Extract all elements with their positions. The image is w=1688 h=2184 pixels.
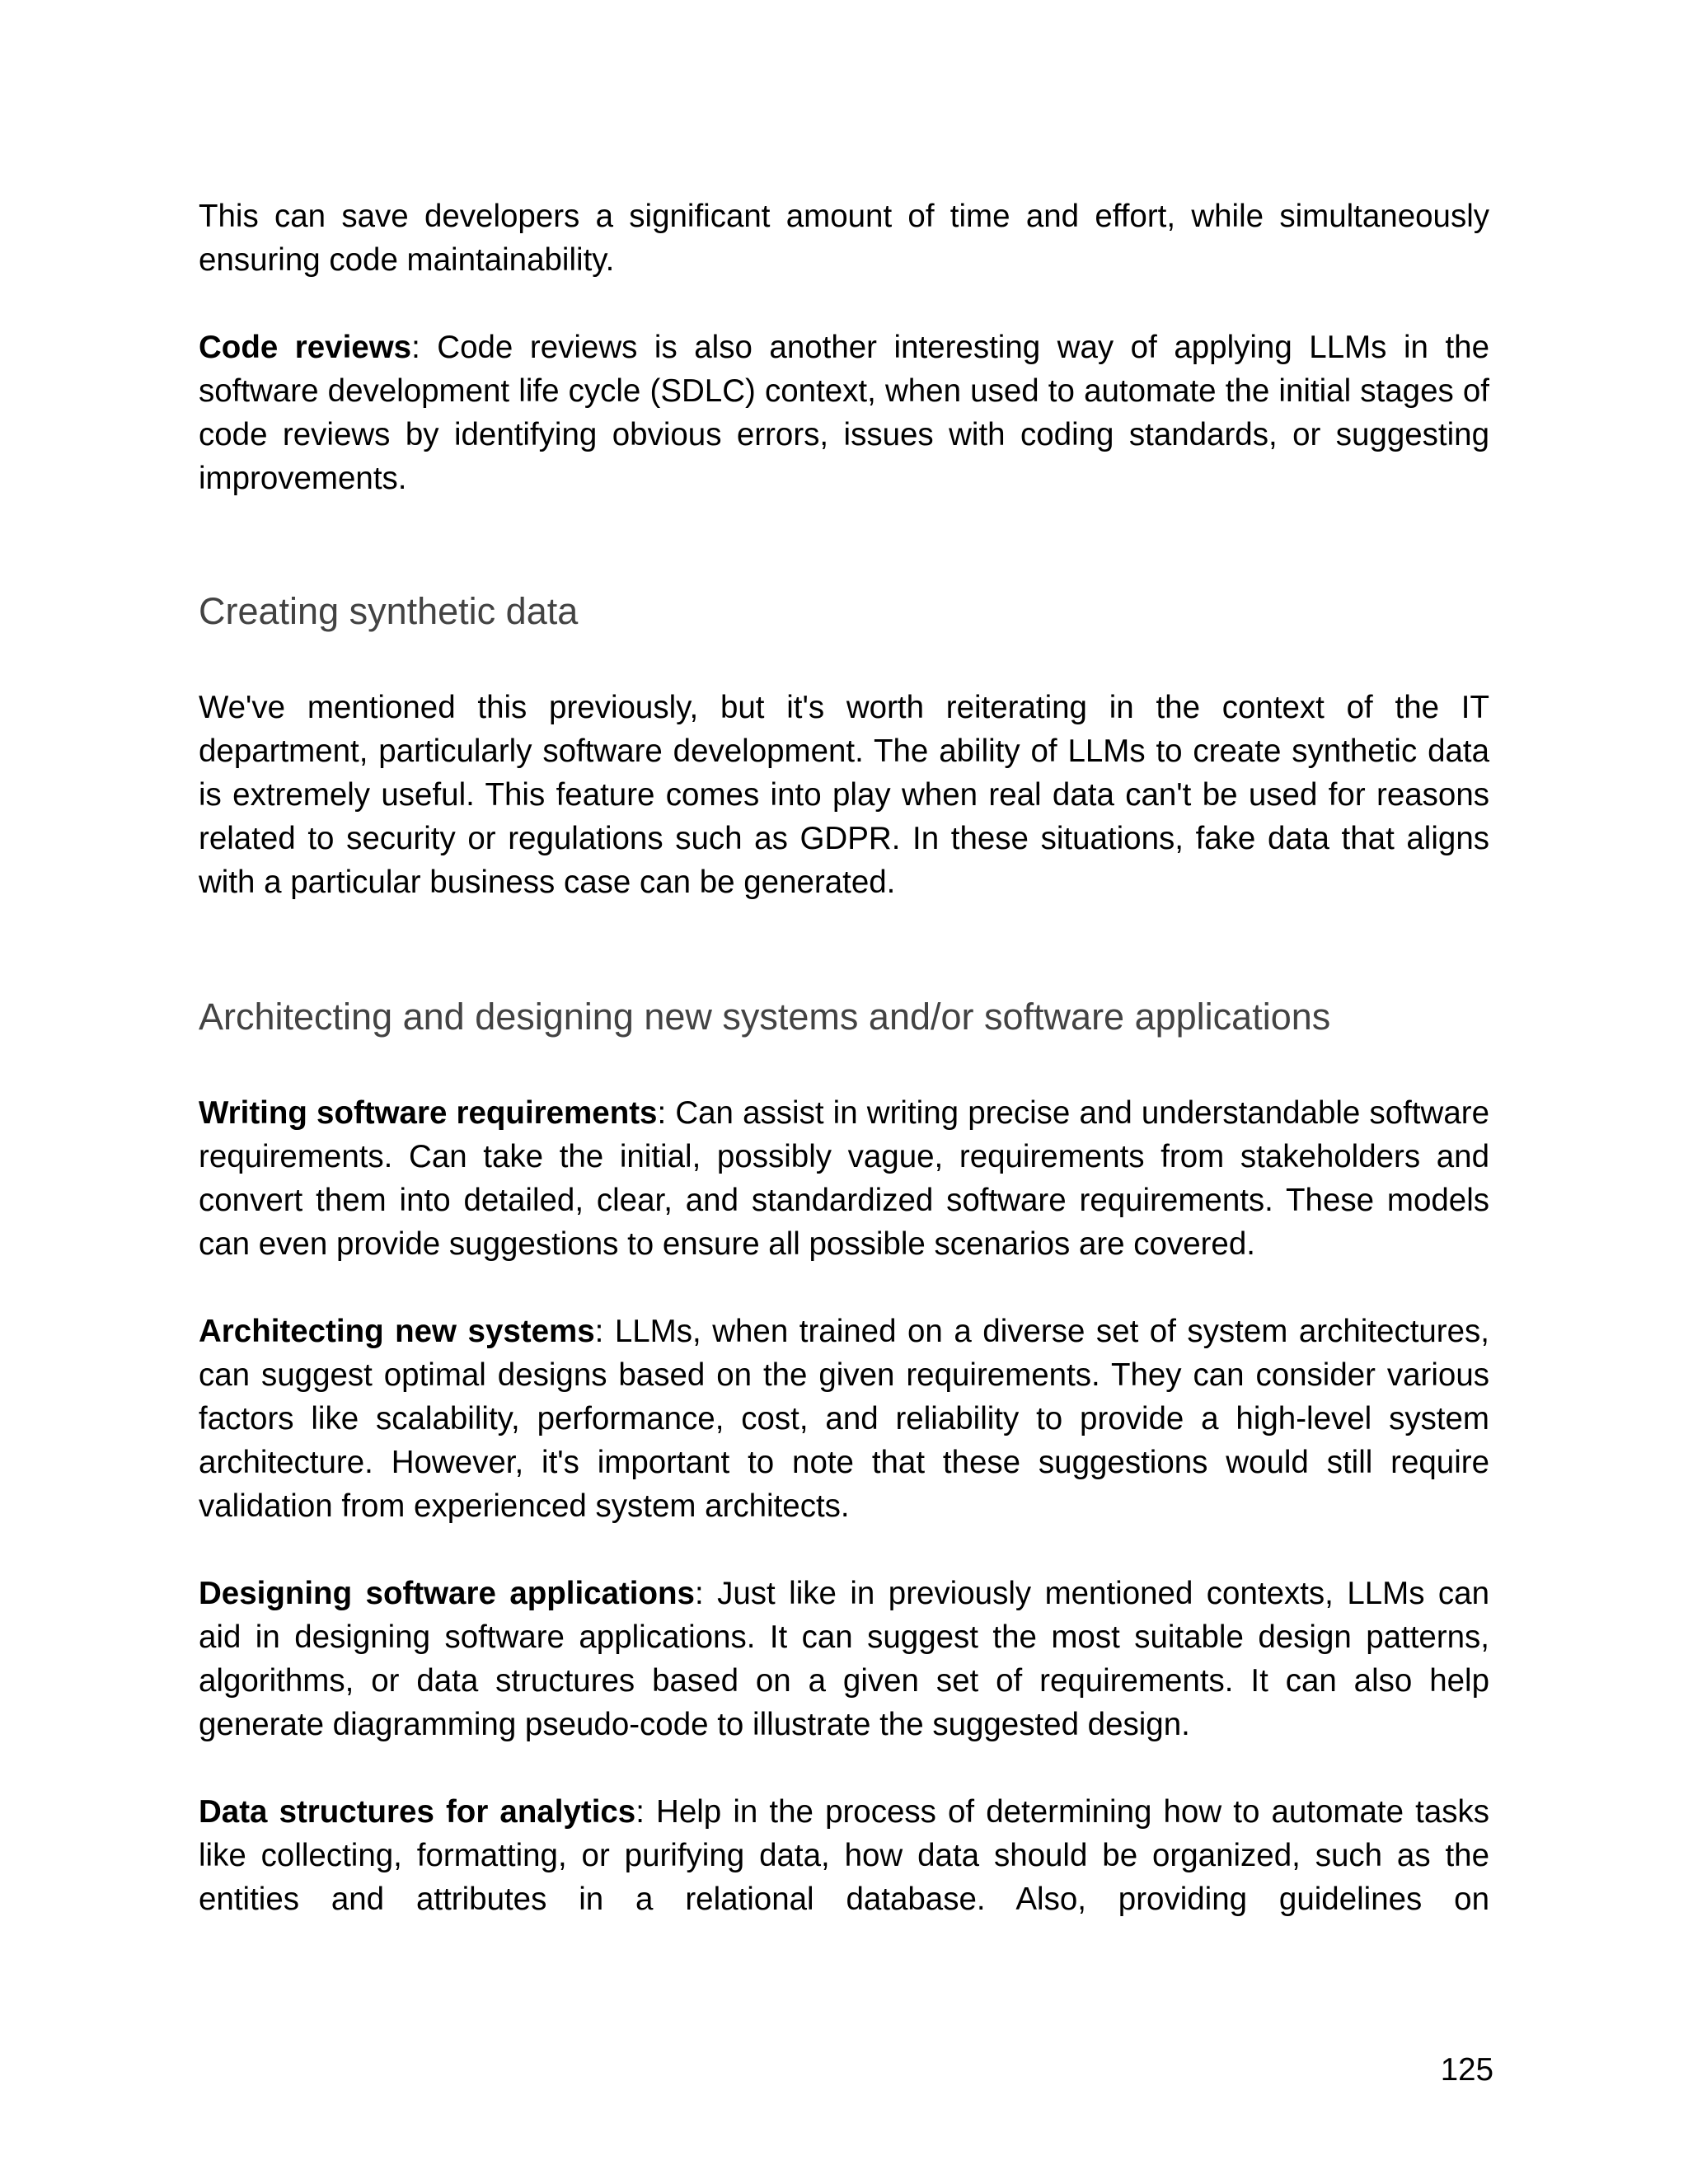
paragraph-text: : Can assist in writing precise and understandable software requirements. Can take the initial, possibly vague, requirements from stakeholders and convert them into detailed, clear, and standardized software requirements. These models can even provide suggestions to ensure all possible scenarios are covered. (199, 1095, 1490, 1262)
designing-applications-paragraph (199, 1572, 1489, 1746)
code-reviews-paragraph (199, 326, 1489, 500)
architecting-systems-paragraph (199, 1310, 1489, 1528)
paragraph-text: This can save developers a significant amount of time and effort, while simultaneously ensuring code maintainability. (199, 199, 1489, 278)
intro-paragraph (199, 194, 1489, 282)
term-designing-software-applications: Designing software applications (199, 1576, 695, 1611)
paragraph-text: : Help in the process of determining how to automate tasks like collecting, formatting, or purifying data, how data should be organized, such as the entities and attributes in a relational database. Also, providing guidelines on (199, 1794, 1489, 1917)
paragraph-text: We've mentioned this previously, but it's worth reiterating in the context of the IT department, particularly software development. The ability of LLMs to create synthetic data is extremely useful. This feature comes into play when real data can't be used for reasons related to security or regulations such as GDPR. In these situations, fake data that aligns with a particular business case can be generated. (199, 690, 1489, 900)
data-structures-paragraph (199, 1790, 1489, 1921)
paragraph-text: : Just like in previously mentioned contexts, LLMs can aid in designing software applications. It can suggest the most suitable design patterns, algorithms, or data structures based on a given set of requirements. It can also help generate diagramming pseudo-code to illustrate the suggested design. (199, 1576, 1490, 1742)
synthetic-data-paragraph (199, 686, 1489, 904)
paragraph-text: : LLMs, when trained on a diverse set of system architectures, can suggest optimal designs based on the given requirements. They can consider various factors like scalability, performance, cost, and reliability to provide a high-level system architecture. However, it's important to note that these suggestions would still require validation from experienced system architects. (199, 1314, 1489, 1524)
page-content (199, 194, 1489, 1921)
heading-creating-synthetic-data: Creating synthetic data (199, 590, 579, 632)
paragraph-text: : Code reviews is also another interesting way of applying LLMs in the software development life cycle (SDLC) context, when used to automate the initial stages of code reviews by identifying obvious errors, issues with coding standards, or suggesting improvements. (199, 330, 1489, 496)
writing-requirements-paragraph (199, 1091, 1489, 1266)
term-architecting-new-systems: Architecting new systems (199, 1314, 595, 1349)
term-code-reviews: Code reviews (199, 330, 412, 365)
page-number: 125 (1440, 2052, 1493, 2088)
term-writing-software-requirements: Writing software requirements (199, 1095, 658, 1131)
term-data-structures-for-analytics: Data structures for analytics (199, 1794, 636, 1830)
heading-architecting-designing: Architecting and designing new systems and/or software applications (199, 996, 1331, 1038)
